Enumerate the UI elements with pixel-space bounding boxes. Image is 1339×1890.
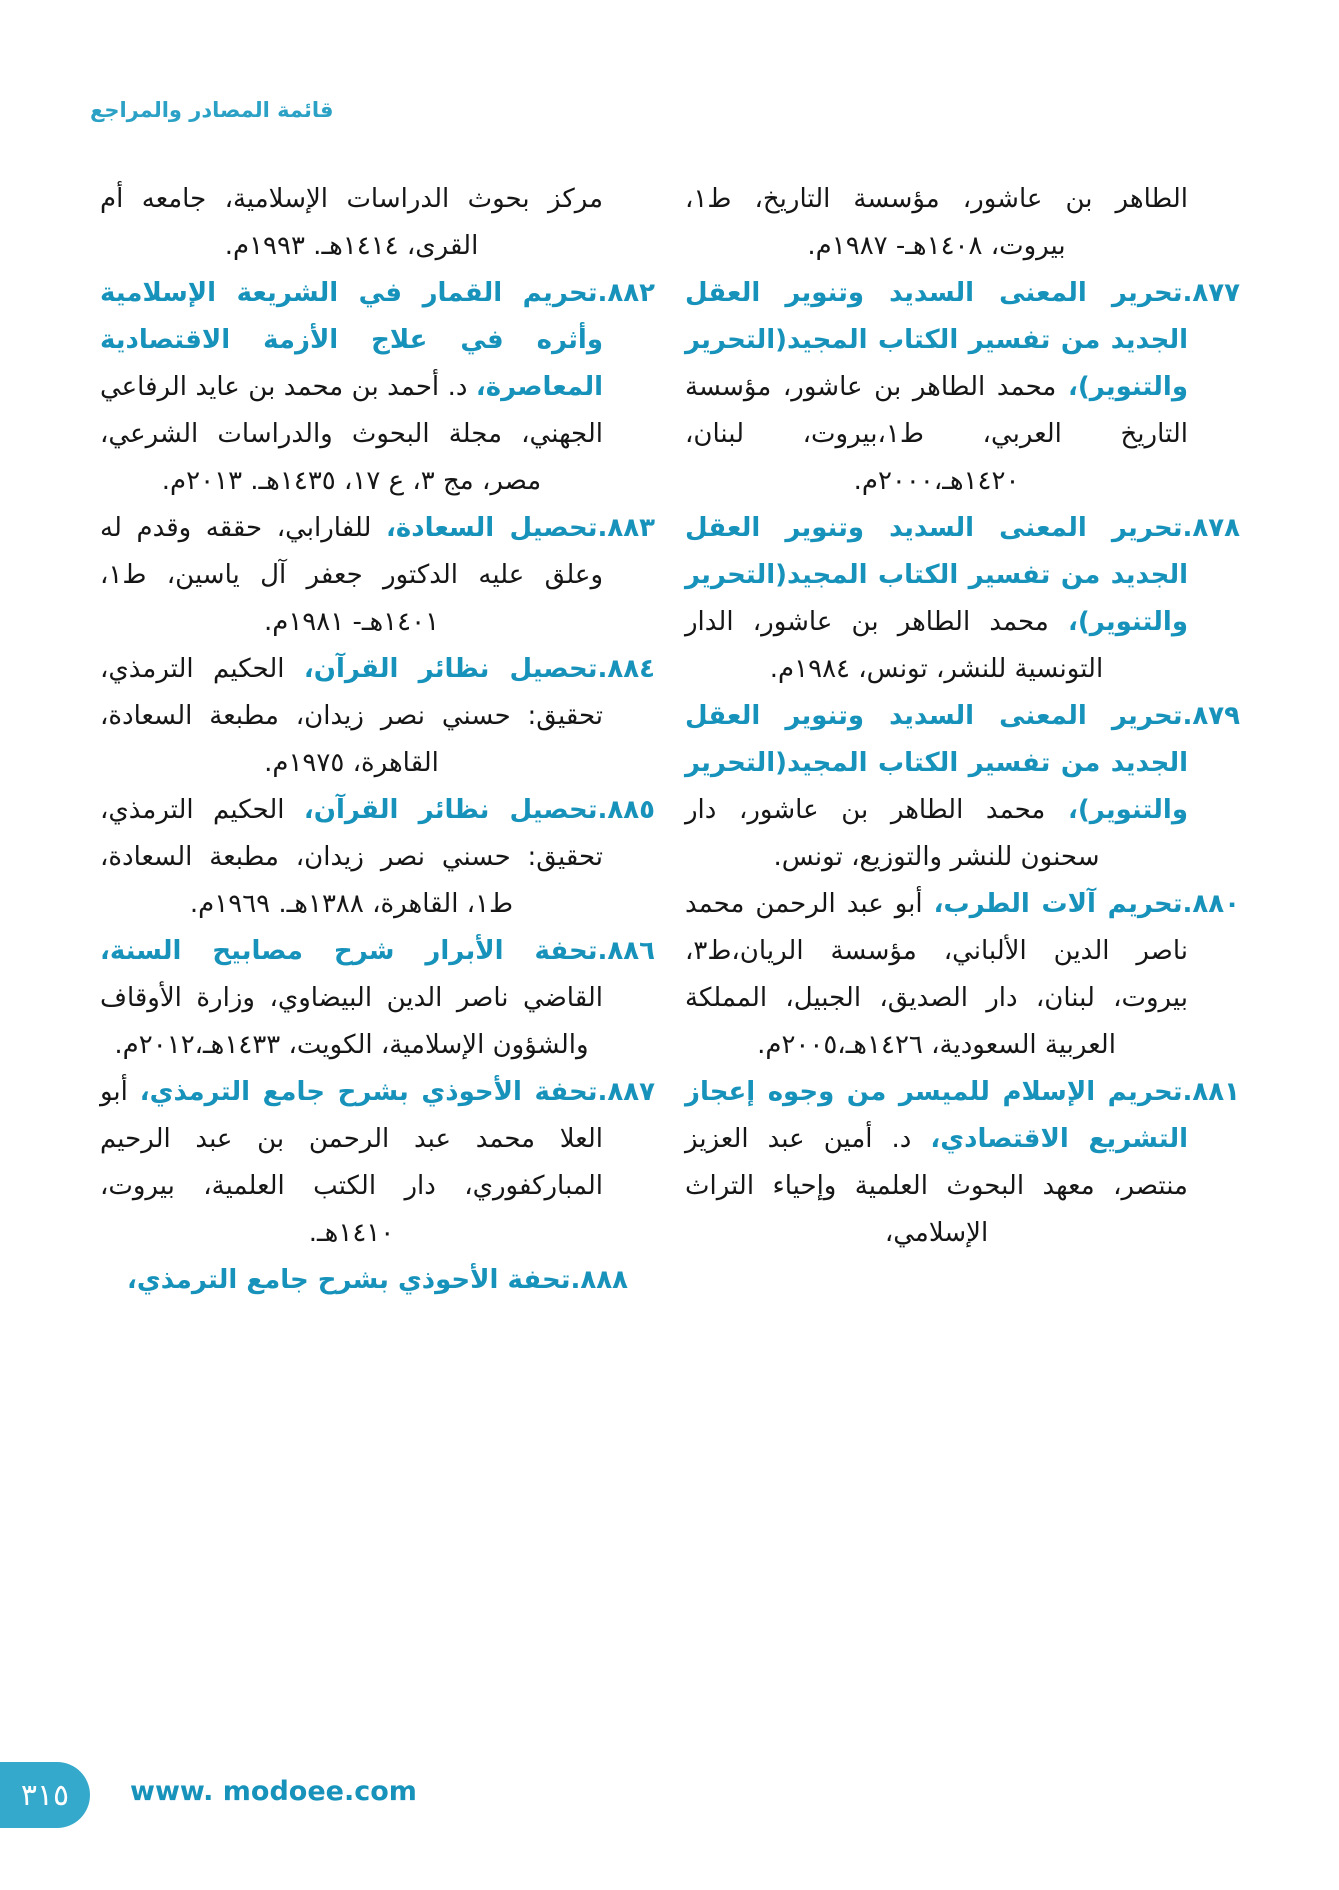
entry-text: الحكيم الترمذي، تحقيق: حسني نصر زيدان، مطبعة السعادة، القاهرة، ١٩٧٥م. [100, 654, 603, 778]
running-head-title: قائمة المصادر والمراجع [90, 98, 334, 122]
entry-text: للفارابي، حققه وقدم له وعلق عليه الدكتور جعفر آل ياسين، ط١، ١٤٠١هـ- ١٩٨١م. [100, 513, 603, 637]
entry-number: ٨٧٧. [1182, 278, 1240, 308]
bibliography-entry [685, 505, 1240, 693]
entry-continuation: الطاهر بن عاشور، مؤسسة التاريخ، ط١، بيروت، ١٤٠٨هـ- ١٩٨٧م. [685, 184, 1188, 261]
bibliography-entry [100, 646, 655, 787]
bibliography-entry [100, 270, 655, 505]
left-column-entries [100, 270, 655, 1304]
entry-title: تحصيل السعادة، [386, 513, 598, 543]
entry-title: تحريم الإسلام للميسر من وجوه إعجاز التشريع الاقتصادي، [685, 1077, 1188, 1154]
entry-number: ٨٨٢. [597, 278, 655, 308]
bibliography-entry [100, 1257, 655, 1304]
bibliography-entry [100, 505, 655, 646]
entry-text: د. أحمد بن محمد بن عايد الرفاعي الجهني، مجلة البحوث والدراسات الشرعي، مصر، مج ٣، ع ١٧، ١٤٣٥هـ. ٢٠١٣م. [100, 372, 603, 496]
entry-number: ٨٨٣. [597, 513, 655, 543]
website-text: www. modoee.com [130, 1776, 417, 1807]
bibliography-entry [100, 928, 655, 1069]
entry-text: د. أمين عبد العزيز منتصر، معهد البحوث العلمية وإحياء التراث الإسلامي، [685, 1124, 1188, 1248]
page-number-tab [0, 1762, 90, 1828]
entry-text: أبو العلا محمد عبد الرحمن بن عبد الرحيم المباركفوري، دار الكتب العلمية، بيروت، ١٤١٠هـ. [100, 1077, 603, 1248]
entry-text: محمد الطاهر بن عاشور، مؤسسة التاريخ العربي، ط١،بيروت، لبنان، ١٤٢٠هـ،٢٠٠٠م. [685, 372, 1188, 496]
entry-number: ٨٨٤. [597, 654, 655, 684]
entry-text: محمد الطاهر بن عاشور، دار سحنون للنشر والتوزيع، تونس. [685, 795, 1100, 872]
entry-continuation: مركز بحوث الدراسات الإسلامية، جامعه أم القرى، ١٤١٤هـ. ١٩٩٣م. [100, 184, 603, 261]
right-column-entries [685, 270, 1240, 1257]
bibliography-entry [100, 787, 655, 928]
entry-text: أبو عبد الرحمن محمد ناصر الدين الألباني، مؤسسة الريان،ط٣، بيروت، لبنان، دار الصديق، الجبيل، المملكة العربية السعودية، ١٤٢٦هـ،٢٠٠٥م. [685, 889, 1188, 1060]
entry-number: ٨٨٧. [597, 1077, 655, 1107]
entry-number: ٨٧٩. [1182, 701, 1240, 731]
bibliography-entry [685, 1069, 1240, 1257]
entry-title: تحرير المعنى السديد وتنوير العقل الجديد من تفسير الكتاب المجيد(التحرير والتنوير)، [685, 278, 1188, 402]
bibliography-entry [685, 270, 1240, 505]
column-left [100, 176, 655, 1741]
entry-title: تحريم آلات الطرب، [933, 889, 1183, 919]
bibliography-columns [99, 176, 1240, 1741]
entry-text: الحكيم الترمذي، تحقيق: حسني نصر زيدان، مطبعة السعادة، ط١، القاهرة، ١٣٨٨هـ. ١٩٦٩م. [100, 795, 603, 919]
page-number: ٣١٥ [20, 1777, 70, 1813]
bibliography-entry [100, 1069, 655, 1257]
entry-title: تحفة الأحوذي بشرح جامع الترمذي، [139, 1077, 598, 1107]
entry-number: ٨٨٦. [597, 936, 655, 966]
bibliography-entry [685, 693, 1240, 881]
entry-title: تحريم القمار في الشريعة الإسلامية وأثره في علاج الأزمة الاقتصادية المعاصرة، [100, 278, 603, 402]
entry-title: تحرير المعنى السديد وتنوير العقل الجديد من تفسير الكتاب المجيد(التحرير والتنوير)، [685, 701, 1188, 825]
entry-title: تحرير المعنى السديد وتنوير العقل الجديد من تفسير الكتاب المجيد(التحرير والتنوير)، [685, 513, 1188, 637]
entry-text: محمد الطاهر بن عاشور، الدار التونسية للنشر، تونس، ١٩٨٤م. [685, 607, 1104, 684]
entry-title: تحصيل نظائر القرآن، [303, 795, 598, 825]
entry-text: القاضي ناصر الدين البيضاوي، وزارة الأوقاف والشؤون الإسلامية، الكويت، ١٤٣٣هـ،٢٠١٢م. [100, 983, 603, 1060]
entry-number: ٨٨٥. [597, 795, 655, 825]
entry-number: ٨٨٠. [1182, 889, 1240, 919]
entry-number: ٨٨١. [1182, 1077, 1240, 1107]
entry-title: تحصيل نظائر القرآن، [303, 654, 598, 684]
column-right [685, 176, 1240, 1741]
entry-number: ٨٧٨. [1182, 513, 1240, 543]
entry-title: تحفة الأحوذي بشرح جامع الترمذي، [127, 1265, 571, 1295]
bibliography-entry [685, 881, 1240, 1069]
entry-number: ٨٨٨. [570, 1265, 628, 1295]
entry-title: تحفة الأبرار شرح مصابيح السنة، [100, 936, 598, 966]
